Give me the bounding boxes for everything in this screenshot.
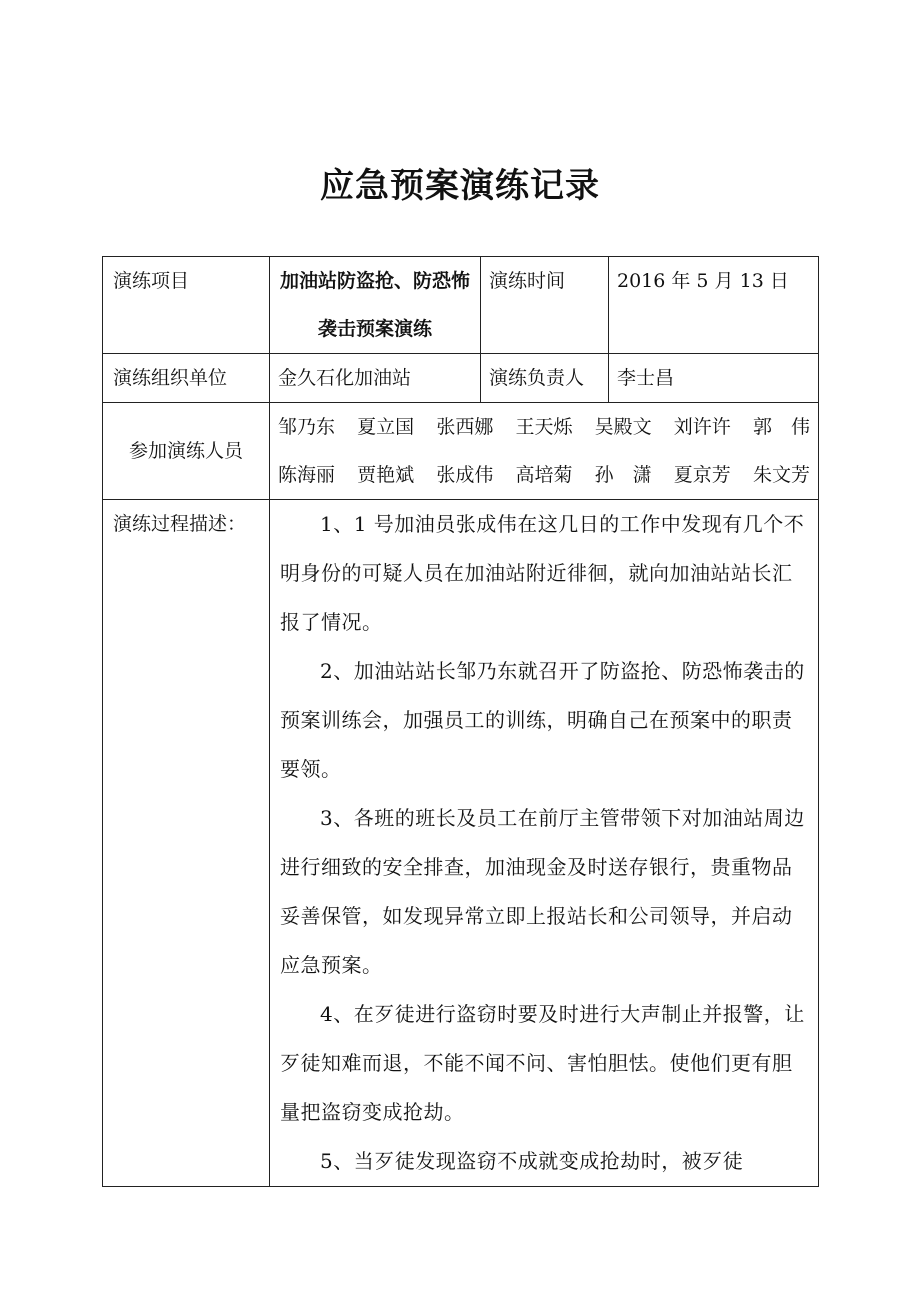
process-paragraph: 2、加油站站长邹乃东就召开了防盗抢、防恐怖袭击的预案训练会，加强员工的训练，明确自己在预案中的职责要领。: [280, 659, 805, 781]
process-paragraph: 3、各班的班长及员工在前厅主管带领下对加油站周边进行细致的安全排查，加油现金及时送存银行，贵重物品妥善保管，如发现异常立即上报站长和公司领导，并启动应急预案。: [280, 806, 805, 977]
page-title: 应急预案演练记录: [320, 166, 600, 206]
participant-name: 贾艳斌: [357, 464, 415, 486]
participant-name: 夏立国: [357, 416, 415, 438]
participant-name: 郭 伟: [752, 416, 810, 438]
participants-label: 参加演练人员: [103, 403, 270, 500]
participant-name: 吴殿文: [594, 416, 652, 438]
table-row: [103, 403, 819, 500]
lead-label: 演练负责人: [481, 354, 609, 403]
drill-record-table: [102, 256, 819, 1187]
participant-name: 刘许许: [673, 416, 731, 438]
process-label: 演练过程描述：: [103, 500, 270, 1187]
project-label: 演练项目: [103, 257, 270, 354]
process-paragraph: 1、1 号加油员张成伟在这几日的工作中发现有几个不明身份的可疑人员在加油站附近徘徊，就向加油站站长汇报了情况。: [280, 512, 805, 634]
lead-value: 李士昌: [609, 354, 819, 403]
project-value: 加油站防盗抢、防恐怖袭击预案演练: [270, 257, 481, 354]
time-value: 2016 年 5 月 13 日: [609, 257, 819, 354]
participant-name: 夏京芳: [673, 464, 731, 486]
participant-name: 高培菊: [515, 464, 573, 486]
table-row: [103, 257, 819, 354]
participant-name: 孙 潇: [594, 464, 652, 486]
participant-name: 邹乃东: [278, 416, 336, 438]
table-row: [103, 354, 819, 403]
time-label: 演练时间: [481, 257, 609, 354]
participant-name: 陈海丽: [278, 464, 336, 486]
participants-list: [270, 403, 819, 500]
participants-line-1: [278, 403, 810, 451]
org-label: 演练组织单位: [103, 354, 270, 403]
process-paragraph: 5、当歹徒发现盗窃不成就变成抢劫时，被歹徒: [320, 1149, 744, 1173]
org-value: 金久石化加油站: [270, 354, 481, 403]
table-row: [103, 500, 819, 1187]
participant-name: 朱文芳: [752, 464, 810, 486]
participant-name: 张西娜: [436, 416, 494, 438]
participant-name: 张成伟: [436, 464, 494, 486]
process-paragraph: 4、在歹徒进行盗窃时要及时进行大声制止并报警，让歹徒知难而退，不能不闻不问、害怕胆怯。使他们更有胆量把盗窃变成抢劫。: [280, 1002, 805, 1124]
participant-name: 王天烁: [515, 416, 573, 438]
process-description: [270, 500, 819, 1187]
participants-line-2: [278, 451, 810, 499]
